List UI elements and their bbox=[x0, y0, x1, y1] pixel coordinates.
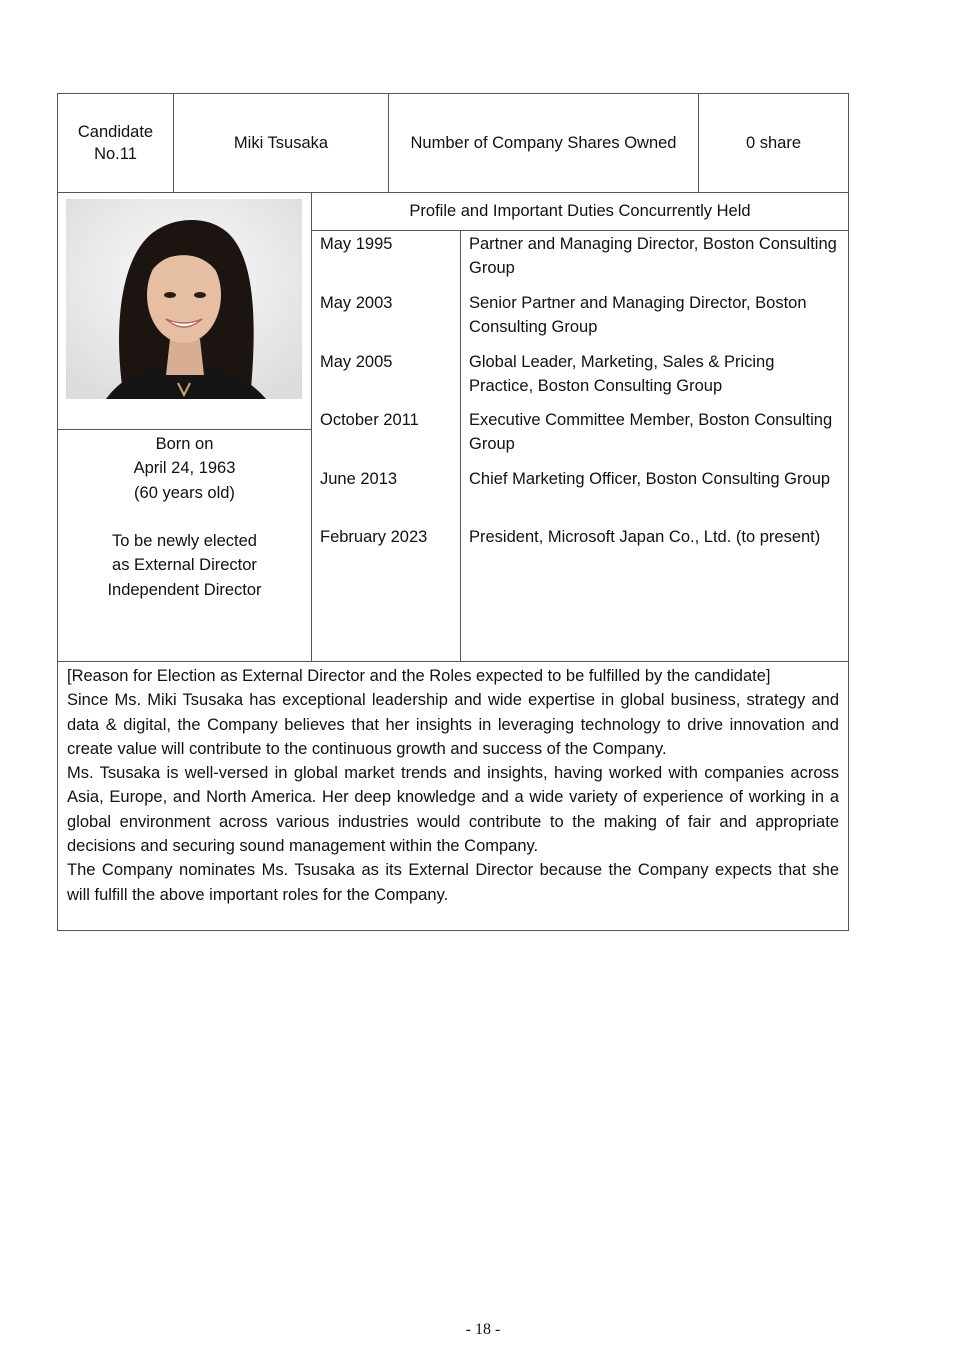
reason-paragraph: The Company nominates Ms. Tsusaka as its External Director because the Company expects that she will fulfill the above important roles for the Company. bbox=[67, 861, 839, 904]
page-number: - 18 - bbox=[465, 1321, 501, 1338]
history-duty: Senior Partner and Managing Director, Boston Consulting Group bbox=[469, 294, 807, 336]
history-title-cell bbox=[312, 193, 848, 230]
history-date: October 2011 bbox=[320, 411, 419, 429]
election-reason bbox=[67, 664, 839, 907]
election-status: To be newly elected bbox=[112, 532, 257, 551]
history-date: June 2013 bbox=[320, 470, 398, 488]
candidate-photo bbox=[66, 199, 302, 399]
reason-paragraph: Since Ms. Miki Tsusaka has exceptional leadership and wide expertise in global business, strategy and data & digital, the Company believes that her insights in leveraging technology to drive innovation and create value will contribute to the continuous growth and success of the Company. bbox=[67, 691, 839, 758]
reason-heading: [Reason for Election as External Director and the Roles expected to be fulfilled by the candidate] bbox=[67, 667, 771, 685]
election-role: as External Director bbox=[112, 556, 257, 575]
history-duty: President, Microsoft Japan Co., Ltd. (to present) bbox=[469, 528, 821, 546]
shares-value: 0 share bbox=[745, 133, 802, 152]
history-duty: Executive Committee Member, Boston Consulting Group bbox=[469, 411, 833, 453]
candidate-info bbox=[58, 432, 311, 602]
shares-label: Number of Company Shares Owned bbox=[410, 133, 677, 152]
history-date: May 2003 bbox=[320, 294, 393, 312]
shares-value-cell bbox=[699, 94, 848, 192]
candidate-number: Candidate No.11 bbox=[77, 123, 154, 163]
history-duty: Partner and Managing Director, Boston Consulting Group bbox=[469, 235, 837, 277]
history-duty: Chief Marketing Officer, Boston Consulting Group bbox=[469, 470, 831, 488]
shares-label-cell bbox=[389, 94, 698, 192]
career-history bbox=[312, 232, 849, 660]
candidate-number-cell bbox=[58, 94, 173, 192]
candidate-name-cell bbox=[174, 94, 388, 192]
person-portrait-icon bbox=[66, 199, 302, 399]
age: (60 years old) bbox=[134, 483, 235, 502]
history-title: Profile and Important Duties Concurrently Held bbox=[409, 202, 751, 220]
birth-date: April 24, 1963 bbox=[133, 459, 236, 478]
history-date: May 2005 bbox=[320, 353, 393, 371]
history-date: May 1995 bbox=[320, 235, 393, 253]
born-label: Born on bbox=[155, 435, 214, 453]
reason-paragraph: Ms. Tsusaka is well-versed in global market trends and insights, having worked with companies across Asia, Europe, and North America. Her deep knowledge and a wide variety of experience of working in a global environment across various industries would contribute to the making of fair and appropriate decisions and securing sound management within the Company. bbox=[67, 764, 839, 856]
history-date: February 2023 bbox=[320, 528, 428, 546]
candidate-name: Miki Tsusaka bbox=[233, 133, 329, 152]
history-duty: Global Leader, Marketing, Sales & Pricing Practice, Boston Consulting Group bbox=[469, 353, 775, 395]
independence-status: Independent Director bbox=[107, 580, 262, 599]
